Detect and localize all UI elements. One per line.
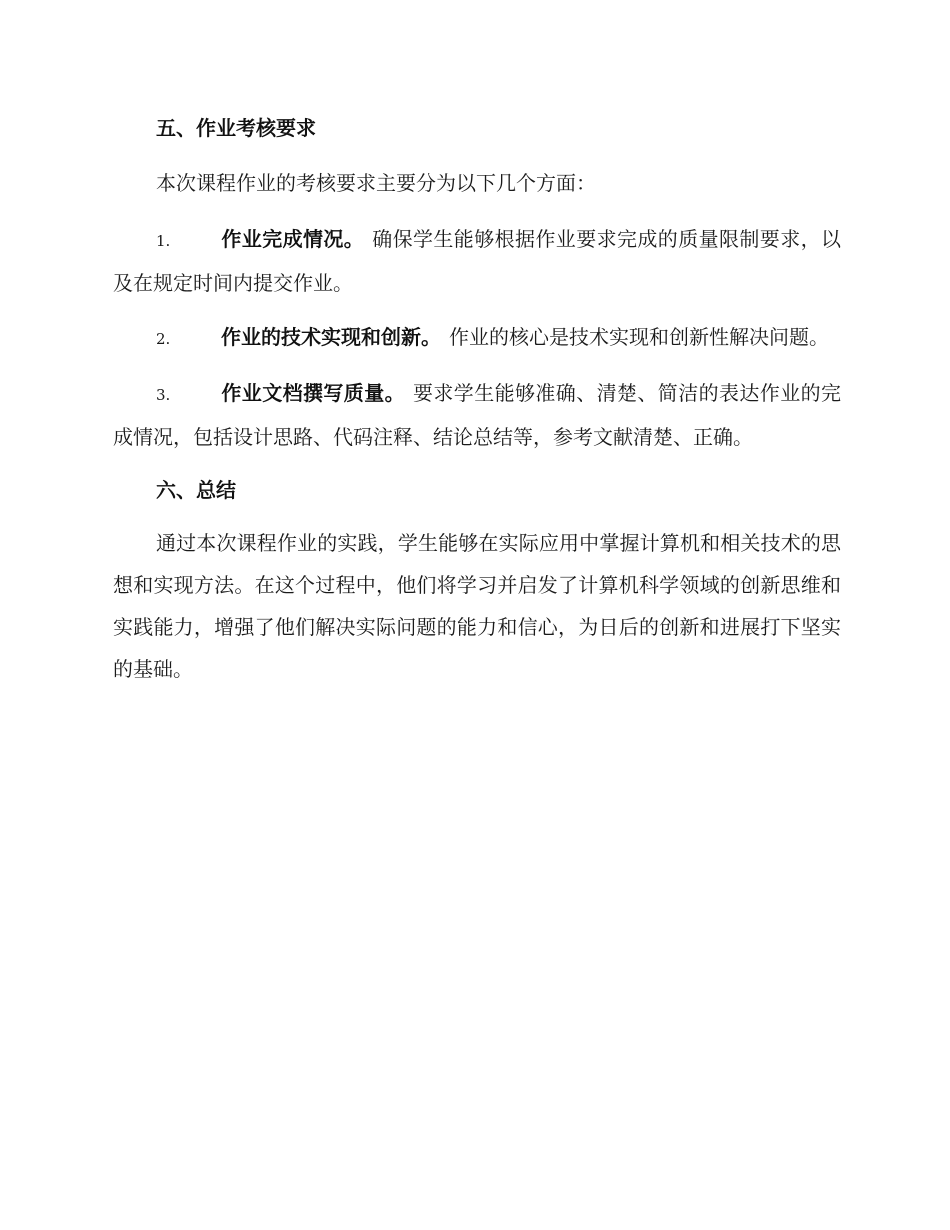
list-item-text: 确保学生能够根据作业要求完成的质量限制要求，以及在规定时间内提交作业。 [113,227,842,295]
list-number: 1. [156,232,171,250]
list-item-text: 作业的核心是技术实现和创新性解决问题。 [449,325,829,349]
section-heading-summary: 六、总结 [156,478,236,502]
list-item-title: 作业的技术实现和创新。 [221,325,441,349]
document-body [113,108,841,690]
section-heading-assessment: 五、作业考核要求 [156,116,316,140]
list-item-title: 作业完成情况。 [221,227,365,251]
list-number: 3. [156,386,171,404]
list-item-title: 作业文档撰写质量。 [221,381,405,405]
list-number: 2. [156,330,171,348]
assessment-intro: 本次课程作业的考核要求主要分为以下几个方面： [156,171,596,195]
list-item-completion [113,218,841,304]
summary-paragraph: 通过本次课程作业的实践，学生能够在实际应用中掌握计算机和相关技术的思想和实现方法。在这个过程中，他们将学习并启发了计算机科学领域的创新思维和实践能力，增强了他们解决实际问题的能力和信心，为日后的创新和进展打下坚实的基础。 [113,531,841,681]
list-item-technical [113,316,841,360]
list-item-text: 要求学生能够准确、清楚、简洁的表达作业的完成情况，包括设计思路、代码注释、结论总结等，参考文献清楚、正确。 [113,381,841,449]
list-item-documentation [113,372,841,458]
